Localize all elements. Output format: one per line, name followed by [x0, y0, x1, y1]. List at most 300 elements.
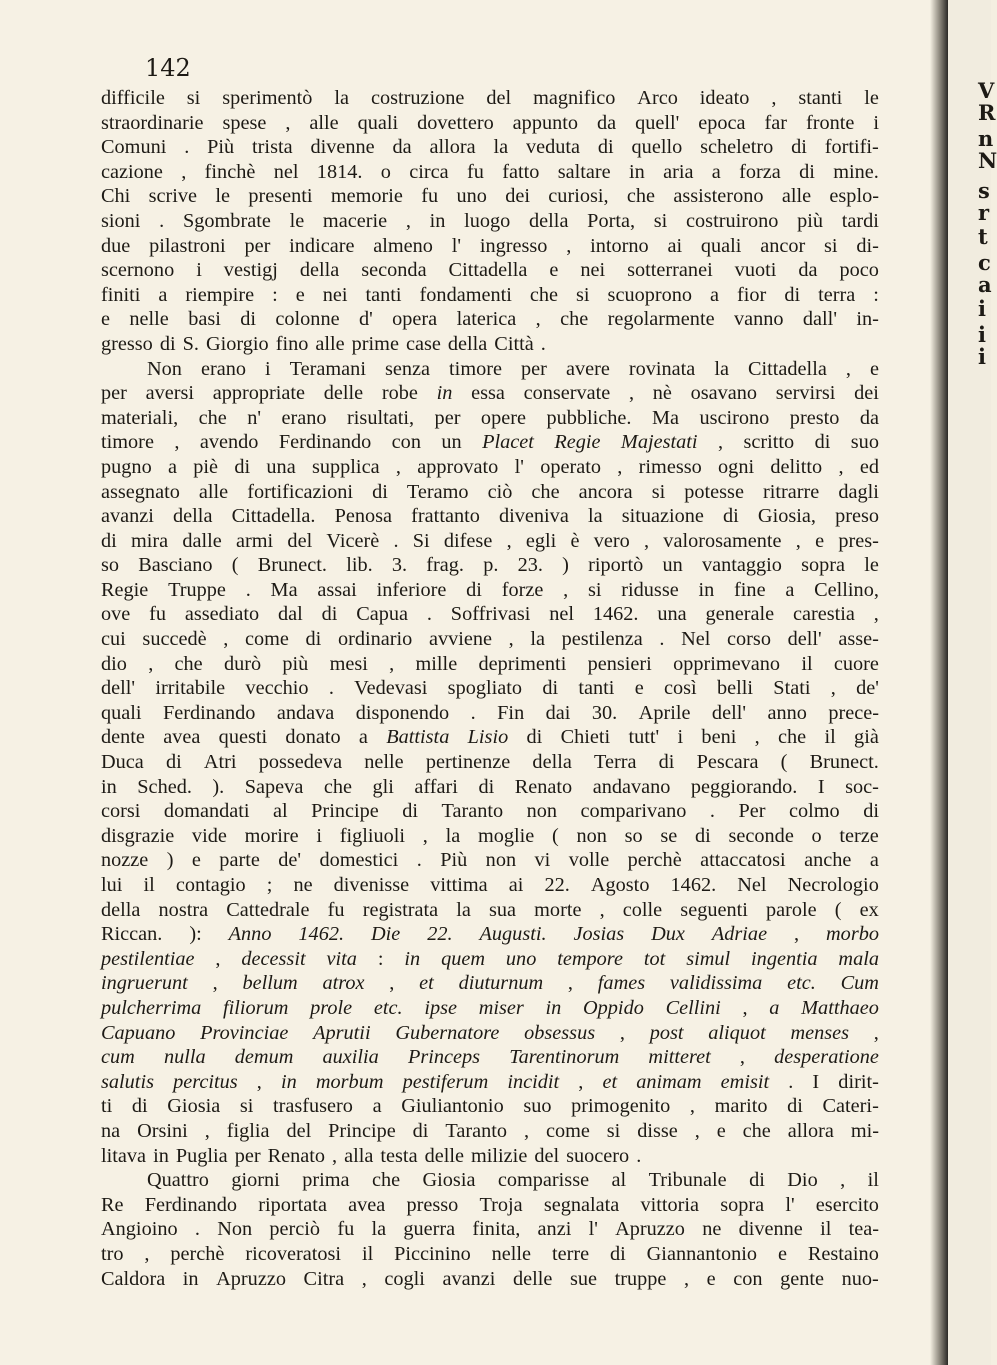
word: sue — [569, 1267, 598, 1290]
word: etc. — [787, 972, 816, 995]
word: tanti — [578, 677, 615, 700]
text-line — [101, 406, 879, 431]
word: cui — [101, 628, 126, 651]
word: Re — [101, 1193, 124, 1216]
word: la — [334, 87, 349, 109]
word: trasfusero — [272, 1095, 353, 1118]
text-line — [101, 283, 879, 308]
word: si — [651, 480, 666, 503]
word: fino — [275, 332, 309, 355]
word: ai — [667, 234, 683, 257]
word: de' — [856, 677, 879, 700]
word: difficile — [101, 87, 165, 109]
word: ipse — [424, 996, 457, 1019]
word: bellum — [242, 972, 298, 995]
word: so — [624, 824, 643, 847]
word: esercito — [815, 1193, 879, 1216]
word: sopra — [801, 554, 846, 577]
word: stanti — [798, 87, 843, 109]
word: nelle — [364, 751, 404, 774]
word: la — [456, 898, 471, 921]
word: alle — [198, 480, 229, 503]
word: un — [441, 431, 462, 454]
word: dell' — [711, 701, 746, 724]
word: circa — [409, 160, 449, 183]
word: morbo — [826, 923, 879, 946]
word: che — [626, 185, 656, 208]
word: Più — [440, 849, 468, 872]
word: Giannantonio — [646, 1242, 758, 1265]
word: Basciano — [138, 554, 213, 577]
word: che — [371, 1169, 401, 1192]
word: di — [658, 751, 675, 774]
word: : — [377, 947, 384, 970]
text-line — [101, 135, 879, 160]
word: fondamenti — [419, 283, 512, 306]
word: quello — [631, 136, 683, 159]
word: pugno — [101, 455, 152, 478]
word: . — [426, 603, 432, 626]
word: dai — [545, 701, 571, 724]
word: alle — [315, 332, 345, 355]
word: riportò — [588, 554, 644, 577]
word: timore — [101, 431, 154, 454]
word: ti — [101, 1095, 113, 1118]
word: di — [159, 332, 176, 355]
word: che — [174, 652, 203, 675]
word: forza — [739, 160, 781, 183]
word: Taranto — [441, 800, 504, 823]
word: so — [101, 554, 120, 577]
word: in — [429, 209, 446, 232]
word: ideato — [699, 87, 750, 109]
word: indicare — [289, 234, 355, 257]
word: così — [664, 677, 697, 700]
word: la — [493, 136, 509, 159]
text-line — [101, 1119, 879, 1144]
word: cuore — [833, 652, 879, 675]
word: disse — [637, 1119, 678, 1142]
word: timore — [449, 357, 502, 380]
word: ( — [780, 751, 788, 774]
word: suo — [850, 431, 879, 454]
word: dei — [854, 382, 879, 405]
word: Porta, — [587, 209, 636, 232]
word: di — [131, 1095, 148, 1118]
word: il — [361, 1242, 374, 1265]
word: risultati, — [347, 406, 415, 429]
word: Caldora — [101, 1267, 166, 1290]
text-line — [101, 947, 879, 972]
facing-page-letter: V — [978, 78, 995, 103]
word: di — [234, 455, 251, 478]
word: , — [628, 382, 635, 405]
word: Chi — [101, 185, 131, 208]
word: , — [873, 1021, 879, 1044]
word: desperatione — [774, 1046, 879, 1069]
text-line — [101, 824, 879, 849]
word: a — [769, 996, 780, 1019]
word: salutis — [101, 1070, 154, 1093]
word: conservate — [523, 382, 611, 405]
word: i — [677, 726, 684, 749]
word: Città — [494, 332, 534, 355]
word: vanno — [733, 308, 784, 331]
word: 22. — [544, 874, 570, 896]
word: Taranto — [445, 1119, 508, 1142]
word: , — [567, 972, 573, 995]
word: tutt' — [628, 726, 660, 749]
word: della — [529, 209, 569, 232]
word: , — [566, 234, 572, 257]
word: : — [873, 283, 879, 306]
word: di — [240, 308, 257, 331]
word: ciò — [487, 480, 513, 503]
word: ne — [702, 1218, 722, 1241]
word: , — [223, 628, 229, 651]
word: nostra — [158, 898, 209, 921]
word: e — [869, 357, 879, 380]
word: a — [869, 849, 879, 872]
word: forze — [501, 578, 544, 601]
word: miser — [478, 996, 524, 1019]
word: , — [332, 1144, 338, 1167]
word: Sgombrate — [182, 209, 271, 232]
word: , — [739, 1046, 745, 1069]
word: ancor — [760, 234, 806, 257]
text-line — [101, 725, 879, 750]
word: la — [371, 1218, 387, 1241]
word: regolarmente — [607, 308, 715, 331]
word: fortifi- — [824, 136, 879, 159]
word: morbum — [315, 1070, 384, 1093]
word: avea — [348, 1193, 386, 1216]
word: se — [660, 824, 678, 847]
word: Comuni — [101, 136, 167, 159]
facing-page-letter: s — [978, 178, 990, 203]
word: moglie — [477, 824, 535, 847]
word: ) — [166, 849, 174, 872]
word: marito — [714, 1095, 768, 1118]
word: ex — [859, 898, 879, 921]
text-line — [101, 873, 879, 898]
text-line — [101, 111, 879, 136]
text-line — [101, 1193, 879, 1218]
word: mira — [131, 529, 169, 552]
word: il — [801, 652, 813, 675]
word: vuoti — [734, 259, 777, 282]
facing-page-letter: n — [978, 126, 994, 151]
word: Ferdinando — [163, 701, 256, 724]
word: riportata — [258, 1193, 327, 1216]
word: Riccan. — [101, 923, 163, 946]
word: post — [649, 1021, 684, 1044]
word: vecchio — [245, 677, 309, 700]
word: gente — [780, 1267, 825, 1290]
word: straordinarie — [101, 111, 204, 134]
word: costruirono — [686, 209, 779, 232]
text-line — [101, 1070, 879, 1095]
word: et — [602, 1070, 618, 1093]
word: costruzione — [370, 87, 465, 109]
word: Duca — [101, 751, 144, 774]
word: delitto — [770, 455, 823, 478]
word: simul — [686, 947, 731, 970]
word: peggiorando. — [690, 775, 798, 798]
word: sioni — [101, 209, 141, 232]
word: non — [576, 824, 607, 847]
word: menses — [790, 1021, 850, 1044]
word: anzi — [537, 1218, 572, 1241]
word: Ma — [651, 406, 679, 429]
word: Apruzzo — [615, 1218, 685, 1241]
word: di — [695, 824, 711, 847]
word: scuoprono — [607, 283, 693, 306]
word: figlia — [226, 1119, 270, 1142]
word: per — [101, 382, 127, 405]
word: Battista — [386, 726, 450, 749]
word: incidit — [507, 1070, 560, 1093]
word: ove — [101, 603, 131, 626]
word: ridusse — [621, 578, 679, 601]
word: Ferdinando — [278, 431, 372, 454]
word: da — [798, 259, 818, 282]
word: Quattro — [147, 1169, 209, 1192]
word: Nel — [681, 628, 711, 651]
word: in- — [856, 308, 879, 331]
word: , — [771, 87, 777, 109]
word: uno — [505, 947, 537, 970]
word: la — [587, 505, 603, 528]
word: con — [733, 1267, 763, 1290]
text-line — [101, 307, 879, 332]
word: prime — [351, 332, 399, 355]
word: trista — [252, 136, 293, 159]
word: da — [596, 111, 617, 134]
word: presenti — [248, 185, 313, 208]
word: ( — [231, 554, 239, 577]
word: Die — [370, 923, 401, 946]
word: deprimenti — [478, 652, 567, 675]
word: colonne — [275, 308, 340, 331]
word: il — [867, 1169, 879, 1192]
text-line — [101, 1045, 879, 1070]
word: per — [244, 234, 271, 257]
word: o — [811, 824, 822, 847]
word: , — [389, 652, 395, 675]
word: e — [295, 283, 305, 306]
word: vantaggio — [701, 554, 782, 577]
word: Cattedrale — [226, 898, 310, 921]
word: frattanto — [411, 505, 480, 528]
word: non — [485, 849, 517, 872]
word: Non — [147, 357, 182, 380]
word: Aprile — [638, 701, 691, 724]
word: saltare — [557, 160, 611, 183]
word: Truppe — [168, 578, 226, 601]
word: opprimevano — [673, 652, 781, 675]
word: attaccatosi — [700, 849, 786, 872]
word: di — [321, 603, 338, 626]
word: come — [545, 1119, 590, 1142]
word: situazione — [621, 505, 704, 528]
word: spese — [222, 111, 267, 134]
word: , — [795, 529, 801, 552]
word: sopra — [720, 1193, 765, 1216]
word: Per — [738, 800, 766, 823]
word: Adriae — [711, 923, 768, 946]
word: Atri — [203, 751, 237, 774]
book-gutter — [930, 0, 948, 1365]
word: d' — [358, 308, 373, 331]
word: percitus — [173, 1070, 238, 1093]
word: Renato — [514, 775, 573, 798]
word: pulcherrima — [101, 996, 202, 1019]
word: , — [508, 628, 514, 651]
word: Cellino, — [814, 578, 879, 601]
text-line — [101, 578, 879, 603]
text-line — [101, 357, 879, 382]
word: Nel — [737, 874, 767, 896]
word: atrox — [322, 972, 365, 995]
word: anche — [804, 849, 852, 872]
word: , — [181, 160, 187, 183]
word: Chieti — [560, 726, 611, 749]
facing-page-letter: i — [978, 322, 986, 347]
word: litava — [101, 1144, 147, 1167]
word: e — [101, 308, 111, 331]
word: fu — [337, 1218, 355, 1241]
word: di — [814, 431, 831, 454]
word: da — [392, 136, 412, 159]
word: i — [873, 111, 879, 134]
word: Capua — [356, 603, 409, 626]
word: Cateri- — [822, 1095, 879, 1118]
word: Troja — [479, 1193, 523, 1216]
text-line — [101, 627, 879, 652]
word: Sapeva — [244, 775, 304, 798]
text-line — [101, 553, 879, 578]
word: , — [684, 1267, 690, 1290]
word: divenne — [738, 1218, 803, 1241]
word: prece- — [828, 701, 879, 724]
word: il — [143, 874, 155, 896]
text-line — [101, 701, 879, 726]
word: erano — [281, 406, 327, 429]
word: . — [416, 849, 422, 872]
word: a — [358, 726, 368, 749]
word: la — [714, 357, 729, 380]
word: luogo — [464, 209, 511, 232]
word: tempore — [557, 947, 623, 970]
word: , — [563, 578, 569, 601]
word: domestici — [319, 849, 399, 872]
word: Cellini — [665, 996, 721, 1019]
word: scheletro — [700, 136, 774, 159]
word: si — [653, 209, 668, 232]
text-line — [101, 1242, 879, 1267]
word: di — [784, 283, 801, 306]
word: ; — [266, 874, 273, 896]
word: di — [791, 136, 807, 159]
word: quell' — [635, 111, 680, 134]
word: allora — [429, 136, 476, 159]
word: , — [742, 996, 748, 1019]
word: che — [323, 775, 352, 798]
word: , — [644, 529, 650, 552]
word: seguenti — [680, 898, 748, 921]
word: inferiore — [376, 578, 447, 601]
word: assisterono — [673, 185, 764, 208]
word: quali — [357, 111, 399, 134]
word: , — [395, 455, 401, 478]
word: l' — [451, 234, 462, 257]
word: ) — [562, 554, 569, 577]
word: allora — [787, 1119, 834, 1142]
word: , — [689, 1095, 695, 1118]
word: quem — [441, 947, 485, 970]
text-line — [101, 480, 879, 505]
word: uno — [456, 185, 487, 208]
word: seconde — [728, 824, 794, 847]
word: suocero — [566, 1144, 630, 1167]
word: comparisse — [497, 1169, 590, 1192]
word: 30. — [591, 701, 618, 724]
word: ). — [212, 775, 225, 798]
word: belli — [716, 677, 754, 700]
text-line — [101, 775, 879, 800]
word: appropriate — [212, 382, 306, 405]
word: Penosa — [334, 505, 393, 528]
word: fior — [737, 283, 767, 306]
word: , — [617, 455, 623, 478]
word: si — [824, 234, 838, 257]
word: pertinenze — [425, 751, 511, 774]
word: avendo — [199, 431, 259, 454]
word: Renato — [267, 1144, 326, 1167]
facing-page-letter: i — [978, 296, 986, 321]
word: dell' — [787, 628, 822, 651]
facing-page-letter: c — [978, 250, 991, 275]
word: la — [445, 824, 461, 847]
text-line — [101, 504, 879, 529]
word: Agosto — [590, 874, 650, 896]
word: dall' — [802, 308, 837, 331]
word: dell' — [101, 677, 136, 700]
word: macerie — [322, 209, 388, 232]
word: , — [838, 455, 844, 478]
word: intorno — [590, 234, 649, 257]
text-line — [101, 1094, 879, 1119]
word: in — [628, 160, 645, 183]
word: truppe — [614, 1267, 667, 1290]
word: contagio — [175, 874, 246, 896]
word: Arco — [637, 87, 678, 109]
word: opera — [392, 308, 438, 331]
word: in — [280, 1070, 297, 1093]
word: Più — [207, 136, 235, 159]
word: aliquot — [708, 1021, 766, 1044]
word: presso — [406, 1193, 459, 1216]
word: divenne — [310, 136, 375, 159]
word: de' — [278, 849, 302, 872]
word: Vedevasi — [354, 677, 428, 700]
word: tardi — [841, 209, 879, 232]
word: comparivano — [580, 800, 687, 823]
word: Restaino — [807, 1242, 879, 1265]
word: Si — [412, 529, 430, 552]
word: per — [434, 406, 461, 429]
